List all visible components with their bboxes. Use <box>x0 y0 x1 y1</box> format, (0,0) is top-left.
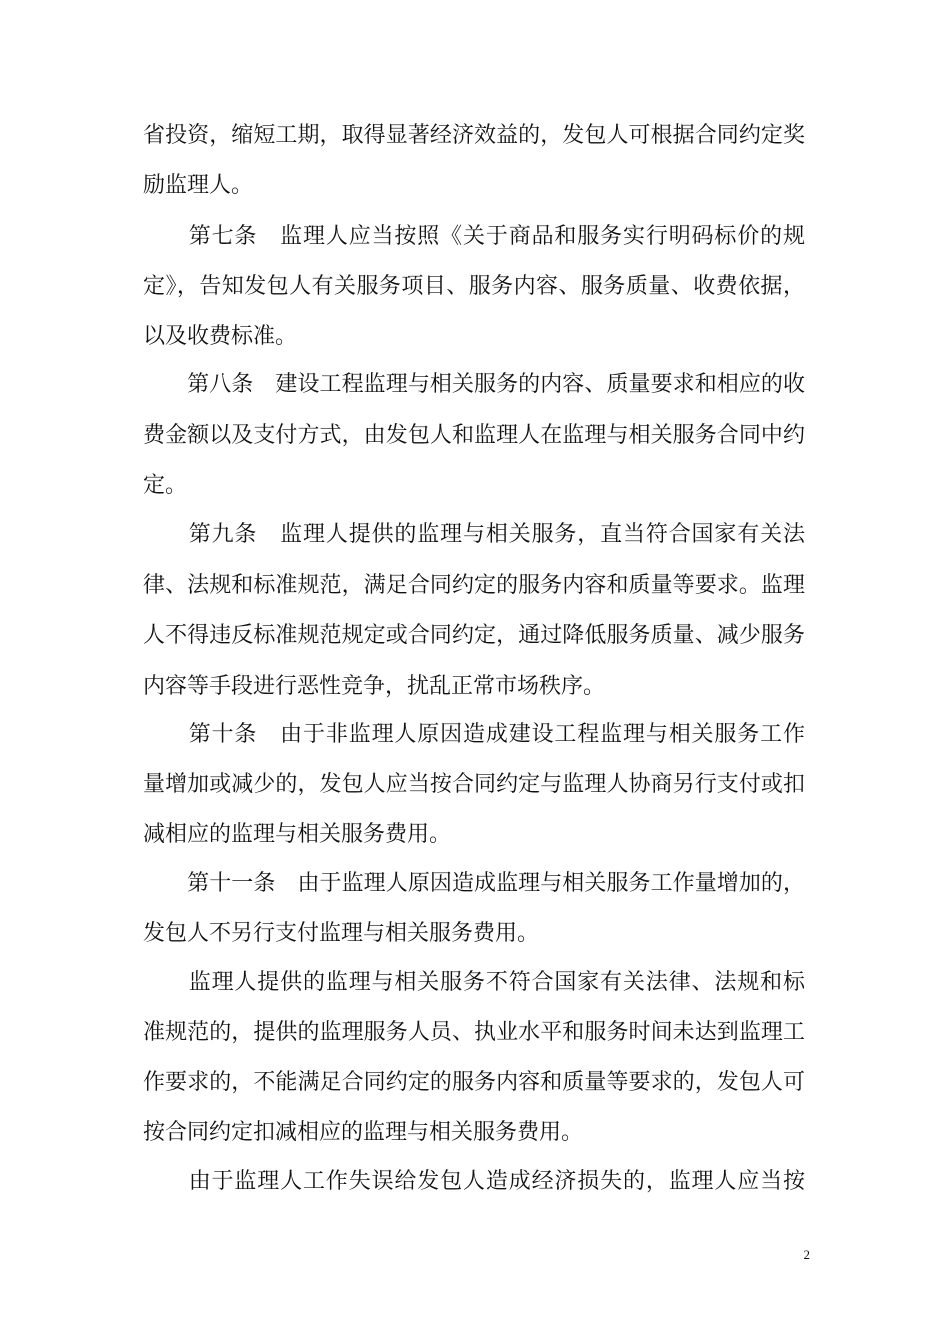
text-line: 励监理人。 <box>143 173 254 198</box>
text-line: 费金额以及支付方式，由发包人和监理人在监理与相关服务合同中约 <box>143 423 805 448</box>
text-line: 监理人提供的监理与相关服务不符合国家有关法律、法规和标 <box>143 970 805 995</box>
text-line: 减相应的监理与相关服务费用。 <box>143 822 452 847</box>
text-line: 定。 <box>143 473 188 498</box>
text-line: 第十一条 由于监理人原因造成监理与相关服务工作量增加的， <box>143 871 805 896</box>
text-line: 作要求的，不能满足合同约定的服务内容和质量等要求的，发包人可 <box>143 1070 805 1095</box>
text-line: 由于监理人工作失误给发包人造成经济损失的，监理人应当按 <box>143 1169 805 1194</box>
text-line: 量增加或减少的，发包人应当按合同约定与监理人协商另行支付或扣 <box>143 772 805 797</box>
text-line: 按合同约定扣减相应的监理与相关服务费用。 <box>143 1120 584 1145</box>
text-line: 发包人不另行支付监理与相关服务费用。 <box>143 921 540 946</box>
text-line: 定》，告知发包人有关服务项目、服务内容、服务质量、收费依据， <box>143 274 805 299</box>
text-line: 人不得违反标准规范规定或合同约定，通过降低服务质量、减少服务 <box>143 623 805 648</box>
text-line: 第八条 建设工程监理与相关服务的内容、质量要求和相应的收 <box>143 372 805 397</box>
text-line: 第十条 由于非监理人原因造成建设工程监理与相关服务工作 <box>143 722 805 747</box>
page-number: 2 <box>803 1247 810 1262</box>
text-line: 以及收费标准。 <box>143 324 298 349</box>
text-line: 省投资，缩短工期，取得显著经济效益的，发包人可根据合同约定奖 <box>143 123 805 148</box>
text-line: 律、法规和标准规范，满足合同约定的服务内容和质量等要求。监理 <box>143 573 805 598</box>
text-line: 内容等手段进行恶性竞争，扰乱正常市场秩序。 <box>143 674 606 699</box>
text-line: 第七条 监理人应当按照《关于商品和服务实行明码标价的规 <box>143 224 805 249</box>
text-line: 准规范的，提供的监理服务人员、执业水平和服务时间未达到监理工 <box>143 1020 805 1045</box>
text-line: 第九条 监理人提供的监理与相关服务，直当符合国家有关法 <box>143 522 805 547</box>
